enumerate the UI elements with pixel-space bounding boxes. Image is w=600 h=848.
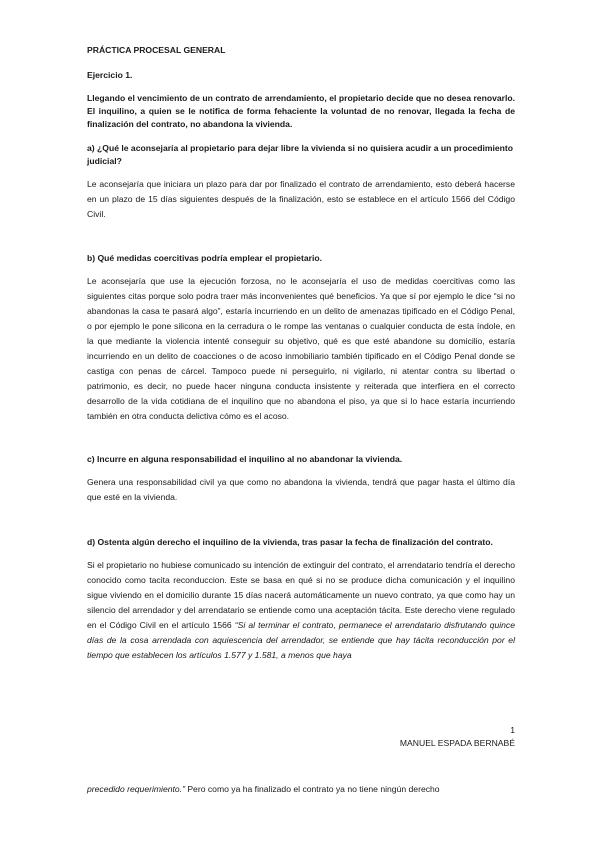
answer-d-text: Si el propietario no hubiese comunicado su intención de extinguir del contrato, el arrendatario tendría el derecho conocido como tacita reconduccion. Este se basa en qué si no se produce dicha comunicación y el inquilino sigue viviendo en el domicilio durante 15 días nacerá automáticamente un nuevo contrato, ya que como hay un silencio del arrendador y del arrendatario se entiende como una aceptación tácita. Este derecho viene regulado en el Código Civil en el artículo 1566 bbox=[87, 560, 515, 630]
page-number: 1 bbox=[510, 725, 515, 735]
continuation-text: Pero como ya ha finalizado el contrato ya no tiene ningún derecho bbox=[184, 784, 440, 794]
exercise-heading: Ejercicio 1. bbox=[87, 70, 133, 80]
page-footer bbox=[87, 724, 515, 750]
answer-d-legal-quote: “Si al terminar el contrato, permanece el arrendatario disfrutando quince días de la cosa arrendada con aquiescencia del arrendador, se entiende que hay tácita reconducción por el tiempo que establecen los artículos 1.577 y 1.581, a menos que haya bbox=[87, 620, 515, 660]
continuation-quote: precedido requerimiento.” bbox=[87, 784, 185, 794]
question-a: a) ¿Qué le aconsejaría al propietario para dejar libre la vivienda si no quisiera acudir a un procedimiento judicial? bbox=[87, 143, 514, 166]
question-c: c) Incurre en alguna responsabilidad el inquilino al no abandonar la vivienda. bbox=[87, 454, 403, 464]
page-2 bbox=[0, 795, 600, 848]
answer-d bbox=[87, 558, 515, 663]
document-title: PRÁCTICA PROCESAL GENERAL bbox=[87, 45, 226, 55]
page-content bbox=[87, 44, 515, 663]
page-2-continuation bbox=[87, 783, 515, 796]
answer-a: Le aconsejaría que iniciara un plazo para dar por finalizado el contrato de arrendamiento, esto deberá hacerse en un plazo de 15 días siguientes después de la finalización, esto se establece en el artículo 1566 del Código Civil. bbox=[87, 179, 515, 219]
question-d: d) Ostenta algún derecho el inquilino de la vivienda, tras pasar la fecha de finalización del contrato. bbox=[87, 537, 493, 547]
answer-c: Genera una responsabilidad civil ya que como no abandona la vivienda, tendrá que pagar hasta el último día que esté en la vivienda. bbox=[87, 477, 515, 502]
question-b: b) Qué medidas coercitivas podría emplear el propietario. bbox=[87, 253, 322, 263]
answer-b: Le aconsejaría que use la ejecución forzosa, no le aconsejaría el uso de medidas coercitivas como las siguientes citas porque solo podra traer más inconvenientes qué beneficios. Ya que sí por ejemplo le dice “si no abandonas la casa te pasará algo”, estaría incurriendo en un delito de amenazas tipificado en el Código Penal, o por ejemplo le pone silicona en la cerradura o le rompe las ventanas o cualquier conducta de esta índole, en la que mediante la violencia intenté conseguir su objetivo, qué es que esté abandone su domicilio, estaría incurriendo en un delito de coacciones o de acoso inmobiliario también tipificado en el Código Penal donde se castiga con penas de cárcel. Tampoco puede ni perseguirlo, ni vigilarlo, ni atentar contra su libertad o patrimonio, es decir, no puede hacer ninguna conducta insistente y reiterada que interfiera en el correcto desarrollo de la vida cotidiana de el inquilino que no abandona el piso, ya que si lo hace estaría incurriendo también en otra conducta delictiva cómo es el acoso. bbox=[87, 276, 515, 421]
author-name: MANUEL ESPADA BERNABÉ bbox=[399, 738, 515, 748]
exercise-statement: Llegando el vencimiento de un contrato de arrendamiento, el propietario decide que no desea renovarlo. El inquilino, a quien se le notifica de forma fehaciente la voluntad de no renovar, llegada la fecha de finalización del contrato, no abandona la vivienda. bbox=[87, 93, 515, 129]
